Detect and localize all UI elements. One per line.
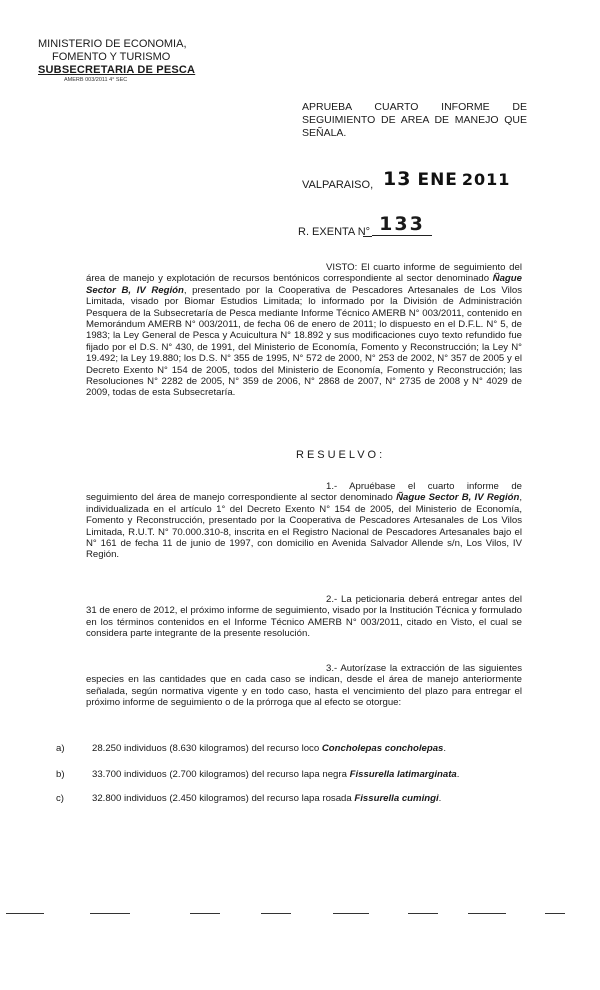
ministry-line-1: MINISTERIO DE ECONOMIA, [38,38,187,50]
list-item [56,743,526,755]
subject-text: APRUEBA CUARTO INFORME DE SEGUIMIENTO DE AREA DE MANEJO QUE SEÑALA. [302,101,527,139]
item-end: . [438,793,442,804]
signature-line [468,913,506,914]
list-item [56,769,526,781]
subsecretaria-title: SUBSECRETARIA DE PESCA [38,64,196,76]
item-letter: a) [56,743,65,754]
visto-text-b: , presentado por la Cooperativa de Pescadores Artesanales de Los Vilos Limitada, visado por Biomar Estudios Limitada; lo informado por la División de Administración Pesquera de la Subsecretaría de Pesca mediante Informe Técnico AMERB N° 003/2011, contenido en Memorándum AMERB N° 003/2011, de fecha 06 de enero de 2011; lo dispuesto en el D.F.L. N° 5, de 1983; la Ley General de Pesca y Acuicultura N° 18.892 y sus modificaciones cuyo texto refundido fue fijado por el D.S. N° 430, de 1991, del Ministerio de Economía, Fomento y Reconstrucción; la Ley N° 19.492; la Ley 19.880; los D.S. N° 355 de 1995, N° 572 de 2000, N° 253 de 2002, N° 357 de 2005 y el Decreto Exento N° 154 de 2005, todos del Ministerio de Economía, Fomento y Reconstrucción; las Resoluciones N° 2282 de 2005, N° 359 de 2006, N° 2868 de 2007, N° 2735 de 2008 y N° 4029 de 2009, todas de esta Subsecretaría. [86,284,522,399]
resolution-underline [363,236,372,237]
visto-text-a: área de manejo y explotación de recursos bentónicos correspondiente al sector denominado [86,273,490,285]
signature-line [190,913,220,914]
item-text: 32.800 individuos (2.450 kilogramos) del recurso lapa rosada [92,793,355,804]
resolution-number: 133 [372,213,432,236]
article-2-lead: 2.- La peticionaria deberá entregar antes del 31 [86,594,522,617]
resuelvo-heading: RESUELVO: [296,449,386,461]
article-1-text-b: , individualizada en el artículo 1° del Decreto Exento N° 154 de 2005, del Ministerio de Economía, Fomento y Reconstrucción, presentado por la Cooperativa de Pescadores Artesanales de Los Vilos Limitada, R.U.T. N° 70.000.310-8, inscrita en el Registro Nacional de Pescadores Artesanales bajo el N° 161 de fecha 11 de junio de 1997, con domicilio en Avenida Salvador Allende s/n, Los Vilos, IV Región. [86,492,523,561]
item-species: Fissurella cumingi [354,793,439,804]
item-end: . [443,743,447,754]
place-label: VALPARAISO, [302,179,374,191]
article-1-lead: 1.- Apruébase el cuarto informe de [326,481,522,492]
article-3 [86,663,522,709]
resolution-label: R. EXENTA N° [298,226,371,238]
date-stamp [383,168,510,190]
reference-code: AMERB 003/2011 4° SEC [64,77,128,83]
item-species: Fissurella latimarginata [349,769,457,780]
article-1-sector: Ñague Sector B, IV Región [396,492,520,504]
item-letter: c) [56,793,64,804]
list-item [56,793,526,805]
article-3-lead: 3.- Autorízase la extracción de las siguientes [326,663,522,674]
date-month: ENE [417,170,458,190]
ministry-line-2: FOMENTO Y TURISMO [52,51,171,63]
article-1-text-a: seguimiento del área de manejo correspondiente al sector denominado [86,492,393,504]
date-year: 2011 [461,170,511,189]
issuer-header [38,38,195,84]
signature-line [408,913,438,914]
item-end: . [456,769,460,780]
signature-line [261,913,291,914]
article-2-text: de enero de 2012, el próximo informe de seguimiento, visado por la Institución Técnica y formulado en los términos contenidos en el Informe Técnico AMERB N° 003/2011, citado en Visto, el cual se considera parte integrante de la presente resolución. [86,605,522,640]
date-day: 13 [383,168,412,190]
signature-line [6,913,44,914]
signature-line [333,913,369,914]
visto-lead: VISTO: El cuarto informe de seguimiento del [326,262,522,273]
article-1 [86,481,522,561]
signature-line [545,913,565,914]
item-text: 28.250 individuos (8.630 kilogramos) del recurso loco [92,743,322,754]
visto-paragraph [86,262,522,399]
signature-line [90,913,130,914]
article-2 [86,594,522,640]
article-3-text: especies en las cantidades que en cada caso se indican, desde el área de manejo anteriormente señalada, según normativa vigente y en todo caso, hasta el vencimiento del plazo para entregar el próximo informe de seguimiento o de la prórroga que al efecto se otorgue: [86,674,522,709]
visto-sector: Ñague Sector B, IV Región [86,273,522,296]
item-text: 33.700 individuos (2.700 kilogramos) del recurso lapa negra [92,769,350,780]
item-letter: b) [56,769,65,780]
item-species: Concholepas concholepas [321,743,444,754]
